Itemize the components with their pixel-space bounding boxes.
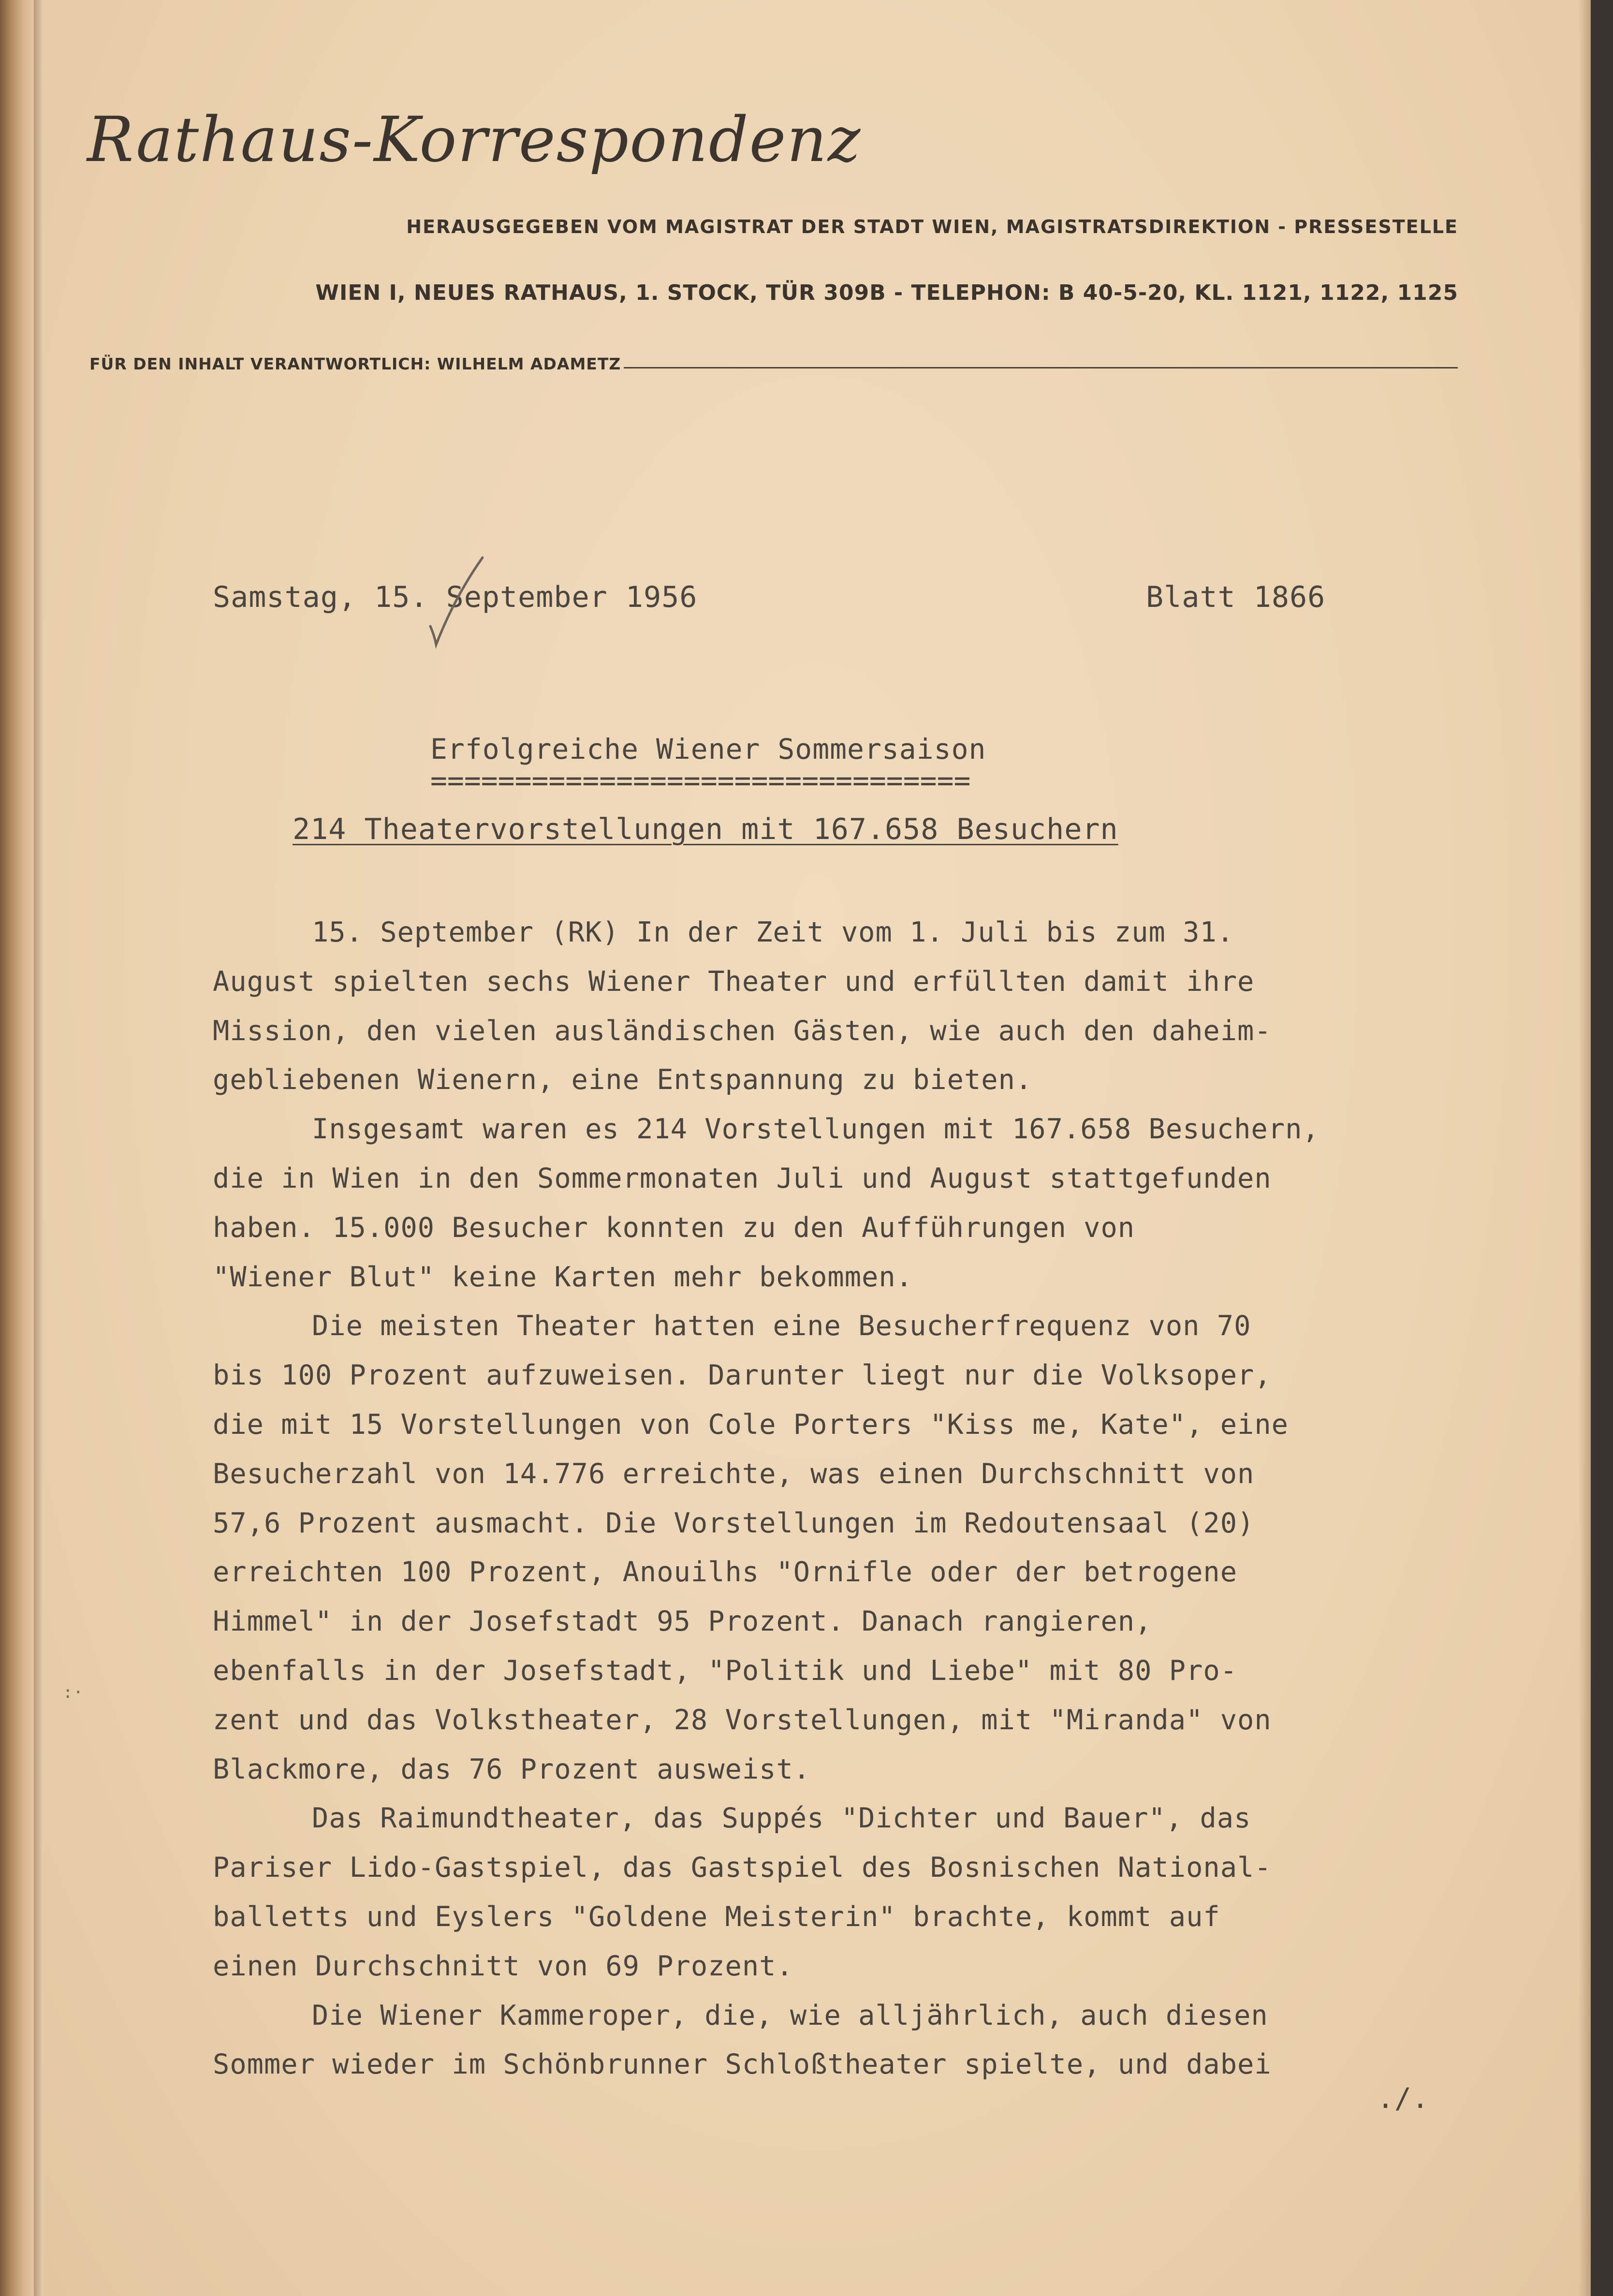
body-line: einen Durchschnitt von 69 Prozent.: [213, 1950, 793, 1982]
article-body: [213, 908, 1480, 2090]
body-line: zent und das Volkstheater, 28 Vorstellungen, mit "Miranda" von: [213, 1704, 1272, 1736]
body-line: 57,6 Prozent ausmacht. Die Vorstellungen im Redoutensaal (20): [213, 1507, 1255, 1539]
body-line: Sommer wieder im Schönbrunner Schloßtheater spielte, und dabei: [213, 2048, 1272, 2081]
body-line: balletts und Eyslers "Goldene Meisterin" brachte, kommt auf: [213, 1900, 1220, 1933]
body-line: Die Wiener Kammeroper, die, wie alljährlich, auch diesen: [312, 1999, 1268, 2031]
headline-underline: ================================: [430, 764, 971, 797]
body-line: Mission, den vielen ausländischen Gästen, wie auch den daheim-: [213, 1015, 1272, 1047]
scanner-backdrop: [1591, 0, 1613, 2296]
body-line: Besucherzahl von 14.776 erreichte, was einen Durchschnitt von: [213, 1457, 1255, 1490]
body-line: ebenfalls in der Josefstadt, "Politik und Liebe" mit 80 Pro-: [213, 1654, 1238, 1687]
handwritten-check-mark: [425, 554, 488, 650]
body-line: 15. September (RK) In der Zeit vom 1. Juli bis zum 31.: [312, 916, 1234, 948]
binding-shadow: [34, 0, 44, 2296]
body-line: gebliebenen Wienern, eine Entspannung zu bieten.: [213, 1064, 1033, 1096]
body-line: Pariser Lido-Gastspiel, das Gastspiel des Bosnischen National-: [213, 1852, 1272, 1884]
body-line: erreichten 100 Prozent, Anouilhs "Ornifle oder der betrogene: [213, 1556, 1238, 1589]
body-line: haben. 15.000 Besucher konnten zu den Aufführungen von: [213, 1211, 1135, 1244]
body-line: Das Raimundtheater, das Suppés "Dichter und Bauer", das: [312, 1802, 1251, 1835]
body-line: bis 100 Prozent aufzuweisen. Darunter liegt nur die Volksoper,: [213, 1359, 1272, 1392]
body-line: die in Wien in den Sommermonaten Juli und August stattgefunden: [213, 1162, 1272, 1194]
sheet-number: Blatt 1866: [1146, 580, 1326, 614]
body-line: Die meisten Theater hatten eine Besucherfrequenz von 70: [312, 1310, 1251, 1342]
address-line: WIEN I, NEUES RATHAUS, 1. STOCK, TÜR 309B - TELEPHON: B 40-5-20, KL. 1121, 1122, 1125: [315, 280, 1458, 305]
body-line: Insgesamt waren es 214 Vorstellungen mit 167.658 Besuchern,: [312, 1113, 1320, 1146]
responsible-editor-line: FÜR DEN INHALT VERANTWORTLICH: WILHELM ADAMETZ: [89, 354, 621, 373]
article-subheadline: 214 Theatervorstellungen mit 167.658 Besuchern: [293, 812, 1118, 846]
publisher-line: HERAUSGEGEBEN VOM MAGISTRAT DER STADT WIEN, MAGISTRATSDIREKTION - PRESSESTELLE: [406, 216, 1458, 237]
continuation-mark: ./.: [1377, 2082, 1429, 2115]
body-line: Blackmore, das 76 Prozent ausweist.: [213, 1753, 811, 1785]
margin-marks: :·: [63, 1683, 84, 1702]
paper-edge: [1579, 0, 1591, 2296]
body-line: August spielten sechs Wiener Theater und erfüllten damit ihre: [213, 965, 1255, 998]
book-binding: [0, 0, 34, 2296]
article-headline: Erfolgreiche Wiener Sommersaison: [430, 733, 986, 765]
date-line: Samstag, 15. September 1956: [213, 580, 698, 614]
responsible-row: [89, 349, 1458, 373]
responsible-rule: [624, 367, 1458, 368]
body-line: die mit 15 Vorstellungen von Cole Porters "Kiss me, Kate", eine: [213, 1408, 1289, 1441]
body-line: Himmel" in der Josefstadt 95 Prozent. Danach rangieren,: [213, 1605, 1152, 1638]
masthead-title: Rathaus-Korrespondenz: [87, 104, 862, 176]
body-line: "Wiener Blut" keine Karten mehr bekommen.: [213, 1261, 913, 1293]
